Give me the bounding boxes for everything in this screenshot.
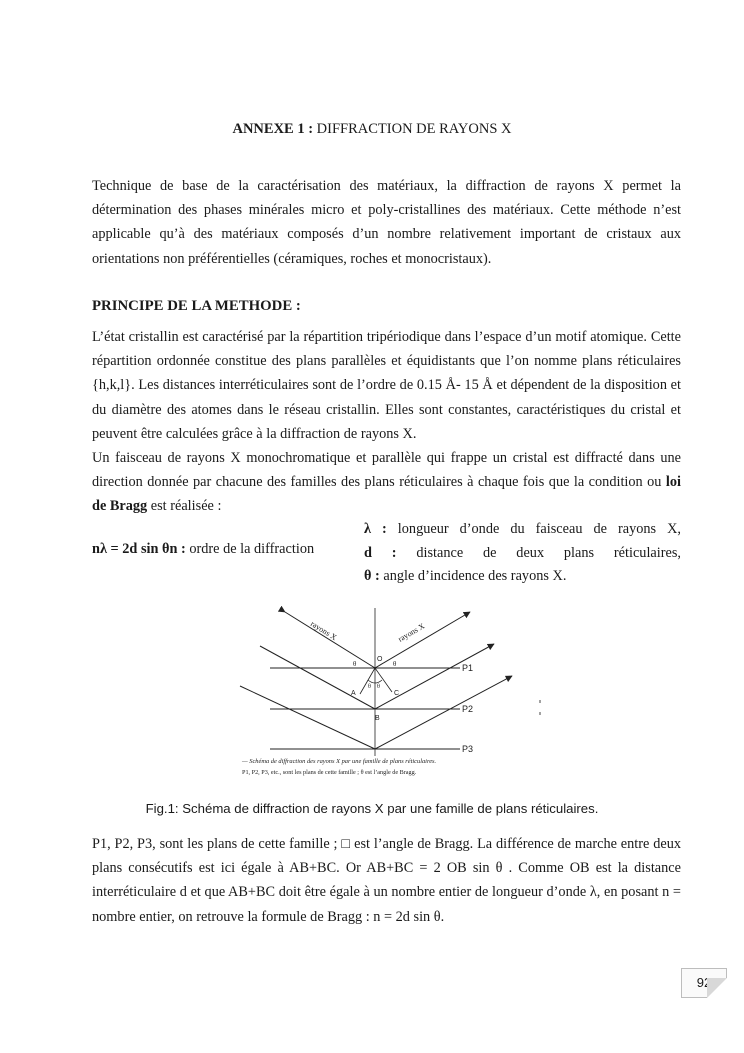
- principle-paragraph-1: L’état cristallin est caractérisé par la répartition tripériodique dans l’espace d’un motif atomique. Cette répartition ordonnée constitue des plans parallèles et équidistants que l’on nomme plans réticulaires {h,k,l}. Les distances interréticulaires sont de l’ordre de 0.15 Å- 15 Å et dépendent de la disposition et du diamètre des atomes dans le réseau cristallin. Elles sont constantes, caractéristiques du cristal et peuvent être calculées grâce à la diffraction de rayons X.: [92, 329, 681, 442]
- annex-title-text: DIFFRACTION DE RAYONS X: [313, 121, 512, 137]
- definition-lambda: [364, 518, 681, 542]
- definition-symbol: d :: [364, 544, 397, 561]
- definition-d: [364, 542, 681, 566]
- principle-p2-end: est réalisée :: [147, 498, 222, 515]
- definition-text: angle d’incidence des rayons X.: [379, 568, 567, 584]
- definition-text: longueur d’onde du faisceau de rayons X,: [386, 521, 681, 537]
- bragg-law-term: loi de Bragg: [92, 474, 681, 515]
- label-p1: P1: [462, 663, 474, 673]
- definition-theta: [364, 565, 681, 589]
- page-number: 92: [696, 975, 712, 990]
- definition-symbol: λ :: [364, 521, 387, 537]
- figure-caption: Fig.1: Schéma de diffraction de rayons X par une famille de plans réticulaires.: [145, 801, 599, 816]
- diffracted-ray-1: [375, 612, 470, 668]
- label-point-c: C: [394, 690, 400, 697]
- bragg-formula: [92, 541, 314, 558]
- label-diffracted-rays: rayons X: [396, 621, 427, 644]
- label-theta-right: θ: [393, 660, 397, 668]
- principle-heading: PRINCIPE DE LA METHODE :: [92, 298, 301, 314]
- annex-title: [0, 121, 744, 138]
- label-p3: P3: [462, 744, 474, 754]
- definition-symbol: θ :: [364, 568, 380, 584]
- label-p2: P2: [462, 704, 474, 714]
- label-point-o: O: [377, 656, 383, 663]
- figure-inner-caption-2: P1, P2, P3, etc., sont les plans de cette famille ; θ est l’angle de Bragg.: [242, 769, 417, 776]
- label-theta-inner-right: θ: [377, 684, 380, 690]
- bragg-formula-description: ordre de la diffraction: [185, 541, 315, 557]
- annex-title-label: ANNEXE 1 :: [232, 121, 314, 137]
- bragg-diffraction-diagram: [222, 600, 552, 786]
- label-point-b: B: [375, 715, 380, 722]
- diffracted-ray-2: [375, 644, 494, 709]
- incident-ray-1: [285, 612, 375, 668]
- definition-text: distance de deux plans réticulaires,: [396, 544, 681, 561]
- diffracted-ray-3: [375, 676, 512, 749]
- label-incident-rays: rayons X: [308, 619, 339, 643]
- page-number-box: [681, 968, 727, 998]
- label-theta-inner-left: θ: [368, 684, 371, 690]
- principle-p2-start: Un faisceau de rayons X monochromatique et parallèle qui frappe un cristal est diffracté dans une direction donnée par chacune des familles des plans réticulaires à chaque fois que la condition ou: [92, 450, 681, 491]
- closing-paragraph: P1, P2, P3, sont les plans de cette famille ; □ est l’angle de Bragg. La différence de marche entre deux plans consécutifs est ici égale à AB+BC. Or AB+BC = 2 OB sin θ . Comme OB est la distance interréticulaire d et que AB+BC doit être égale à un nombre entier de longueur d’onde λ, en posant n = nombre entier, on retrouve la formule de Bragg : n = 2d sin θ.: [92, 836, 681, 925]
- intro-paragraph: Technique de base de la caractérisation des matériaux, la diffraction de rayons X permet la détermination des phases minérales micro et poly-cristallines des matériaux. Cette méthode n’est applicable qu’à des matériaux composés d’un nombre relativement important de cristaux aux orientations non préférentielles (céramiques, roches et monocristaux).: [92, 178, 681, 267]
- label-point-a: A: [351, 690, 356, 697]
- label-theta-left: θ: [353, 660, 357, 668]
- bragg-formula-expression: nλ = 2d sin θn :: [92, 541, 186, 557]
- construction-line-oa: [360, 668, 375, 694]
- figure-inner-caption-1: — Schéma de diffraction des rayons X par une famille de plans réticulaires.: [242, 758, 437, 765]
- principle-paragraph-2: [92, 446, 681, 519]
- symbol-definitions: [364, 518, 681, 589]
- incident-ray-2: [260, 646, 375, 709]
- page-fold-icon: [707, 978, 727, 998]
